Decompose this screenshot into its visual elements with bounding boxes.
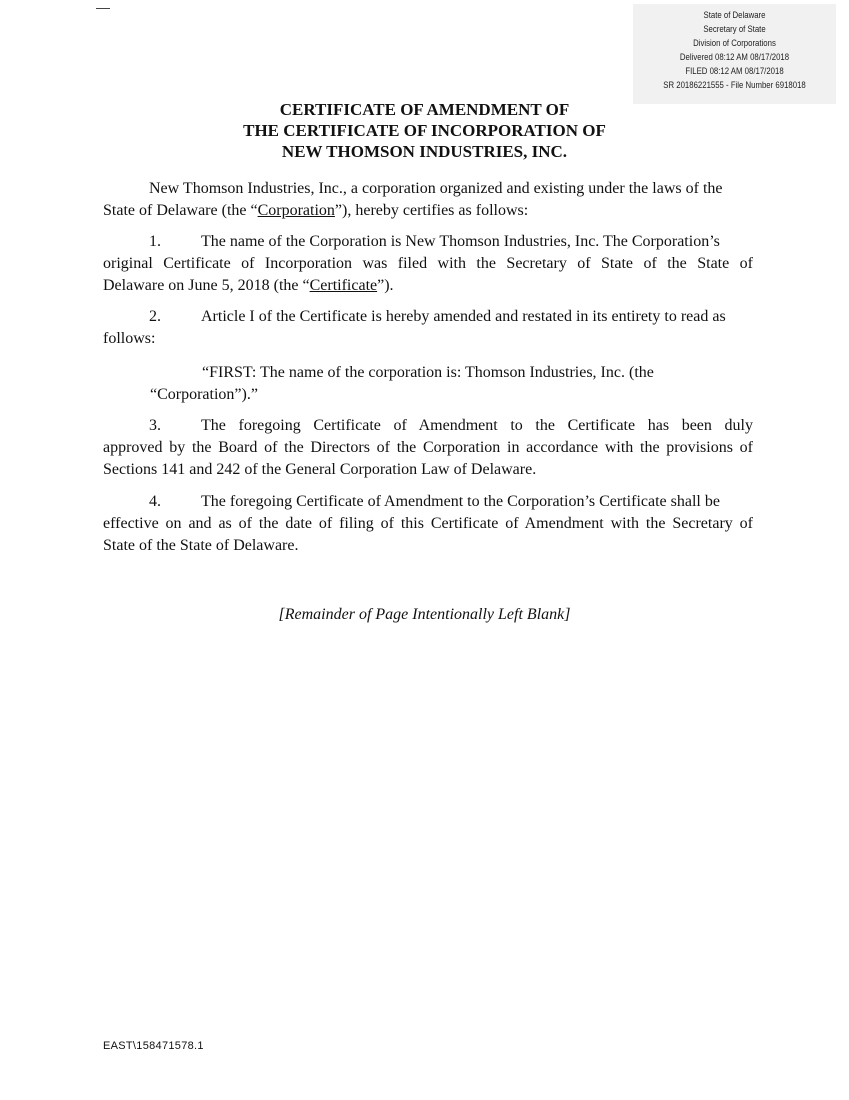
intro-paragraph bbox=[103, 178, 753, 222]
intro-line-1: New Thomson Industries, Inc., a corporation organized and existing under the laws of the bbox=[149, 180, 723, 197]
item-2-line-2: follows: bbox=[103, 330, 156, 347]
intro-text-b: ”), hereby certifies as follows: bbox=[334, 202, 529, 219]
stamp-file-number: SR 20186221555 - File Number 6918018 bbox=[663, 80, 806, 91]
item-3-line-1: The foregoing Certificate of Amendment to the Certificate has been duly bbox=[201, 417, 753, 434]
remainder-note: [Remainder of Page Intentionally Left Blank] bbox=[278, 606, 571, 623]
item-4-line-2: effective on and as of the date of filing of this Certificate of Amendment with the Secretary of bbox=[103, 515, 753, 532]
item-1-line-1: The name of the Corporation is New Thomson Industries, Inc. The Corporation’s bbox=[201, 233, 720, 250]
defined-term-certificate: Certificate bbox=[309, 277, 378, 294]
item-1-text-b: ”). bbox=[377, 277, 394, 294]
stamp-division: Division of Corporations bbox=[693, 38, 776, 49]
stamp-filed: FILED 08:12 AM 08/17/2018 bbox=[685, 66, 784, 77]
title-line-1: CERTIFICATE OF AMENDMENT OF bbox=[279, 100, 570, 119]
item-1-paragraph bbox=[103, 231, 753, 297]
item-2-line-1: Article I of the Certificate is hereby amended and restated in its entirety to read as bbox=[201, 308, 726, 325]
title-line-2: THE CERTIFICATE OF INCORPORATION OF bbox=[243, 121, 606, 140]
item-1-number: 1. bbox=[149, 233, 161, 250]
item-4-line-3: State of the State of Delaware. bbox=[103, 537, 299, 554]
item-4-paragraph bbox=[103, 491, 753, 557]
intro-text-a: State of Delaware (the “ bbox=[103, 202, 258, 219]
defined-term-corporation: Corporation bbox=[257, 202, 335, 219]
quote-line-2: “Corporation”).” bbox=[150, 386, 258, 403]
item-4-line-1: The foregoing Certificate of Amendment to the Corporation’s Certificate shall be bbox=[201, 493, 720, 510]
title-line-3: NEW THOMSON INDUSTRIES, INC. bbox=[281, 142, 568, 161]
quote-line-1: “FIRST: The name of the corporation is: Thomson Industries, Inc. (the bbox=[202, 364, 654, 381]
item-2-number: 2. bbox=[149, 308, 161, 325]
item-4-number: 4. bbox=[149, 493, 161, 510]
document-id: EAST\158471578.1 bbox=[103, 1040, 204, 1052]
item-2-paragraph bbox=[103, 306, 753, 350]
item-3-paragraph bbox=[103, 415, 753, 481]
item-1-text-a: Delaware on June 5, 2018 (the “ bbox=[103, 277, 310, 294]
item-3-line-3: Sections 141 and 242 of the General Corporation Law of Delaware. bbox=[103, 461, 537, 478]
stamp-delivered: Delivered 08:12 AM 08/17/2018 bbox=[679, 52, 790, 63]
stamp-state: State of Delaware bbox=[703, 10, 766, 21]
quoted-amendment bbox=[150, 362, 753, 406]
item-3-line-2: approved by the Board of the Directors of the Corporation in accordance with the provisions of bbox=[103, 439, 753, 456]
filing-stamp bbox=[633, 4, 836, 104]
stamp-secretary: Secretary of State bbox=[703, 24, 766, 35]
scan-mark bbox=[96, 8, 110, 9]
item-1-line-2: original Certificate of Incorporation was filed with the Secretary of State of the State of bbox=[103, 255, 753, 272]
item-3-number: 3. bbox=[149, 417, 161, 434]
